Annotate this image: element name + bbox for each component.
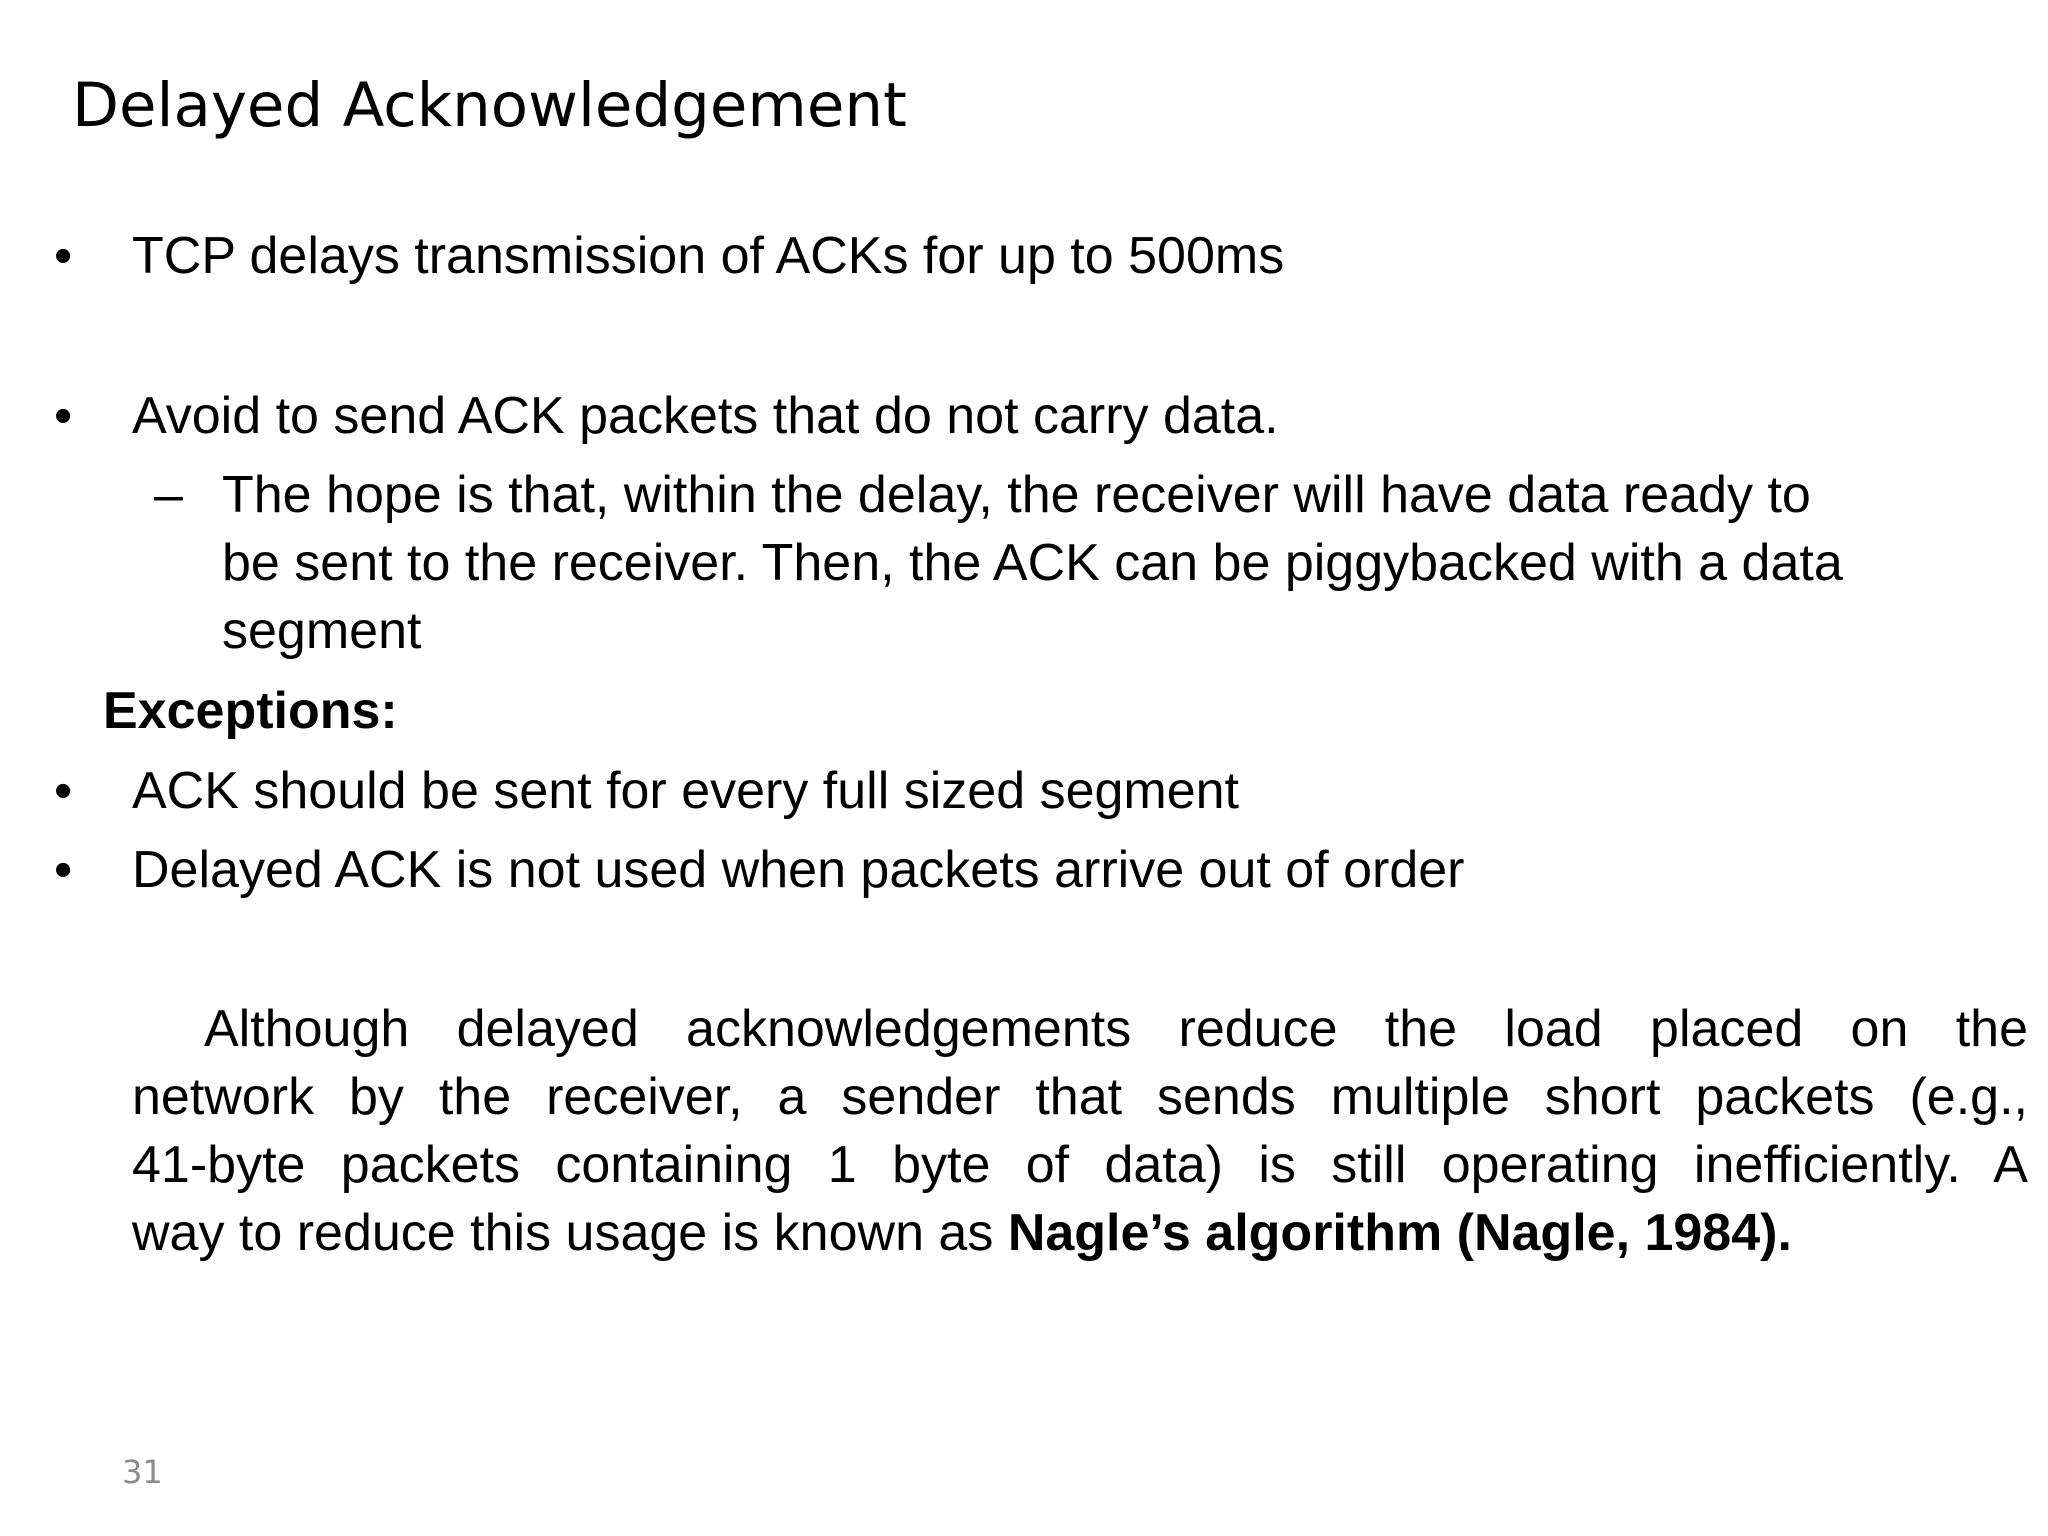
explanation-paragraph (132, 995, 2028, 1267)
slide-title: Delayed Acknowledgement (72, 70, 907, 141)
bullet-icon: • (54, 841, 73, 899)
exceptions-heading: Exceptions: (103, 682, 398, 740)
bullet-text: TCP delays transmission of ACKs for up to 500ms (132, 227, 1285, 285)
nagle-reference: Nagle’s algorithm (Nagle, 1984). (1007, 1204, 1792, 1262)
sub-bullet-line: segment (222, 602, 422, 660)
bullet-icon: • (54, 387, 73, 445)
paragraph-line: 41-byte packets containing 1 byte of data) is still operating inefficiently. A (132, 1136, 2028, 1194)
exception-text: Delayed ACK is not used when packets arrive out of order (132, 841, 1465, 899)
page-number: 31 (122, 1453, 163, 1491)
sub-bullet-line: be sent to the receiver. Then, the ACK can be piggybacked with a data (222, 534, 1843, 592)
paragraph-text: way to reduce this usage is known as (132, 1204, 1008, 1262)
paragraph-line (132, 1199, 2028, 1267)
bullet-icon: • (54, 762, 73, 820)
bullet-text: Avoid to send ACK packets that do not carry data. (132, 387, 1279, 445)
dash-icon: – (154, 466, 183, 524)
paragraph-line: network by the receiver, a sender that sends multiple short packets (e.g., (132, 1068, 2028, 1126)
sub-bullet-text (222, 461, 2022, 665)
paragraph-line: Although delayed acknowledgements reduce the load placed on the (204, 1000, 2028, 1058)
exception-text: ACK should be sent for every full sized segment (132, 762, 1240, 820)
bullet-icon: • (54, 227, 73, 285)
sub-bullet-line: The hope is that, within the delay, the receiver will have data ready to (222, 466, 1811, 524)
